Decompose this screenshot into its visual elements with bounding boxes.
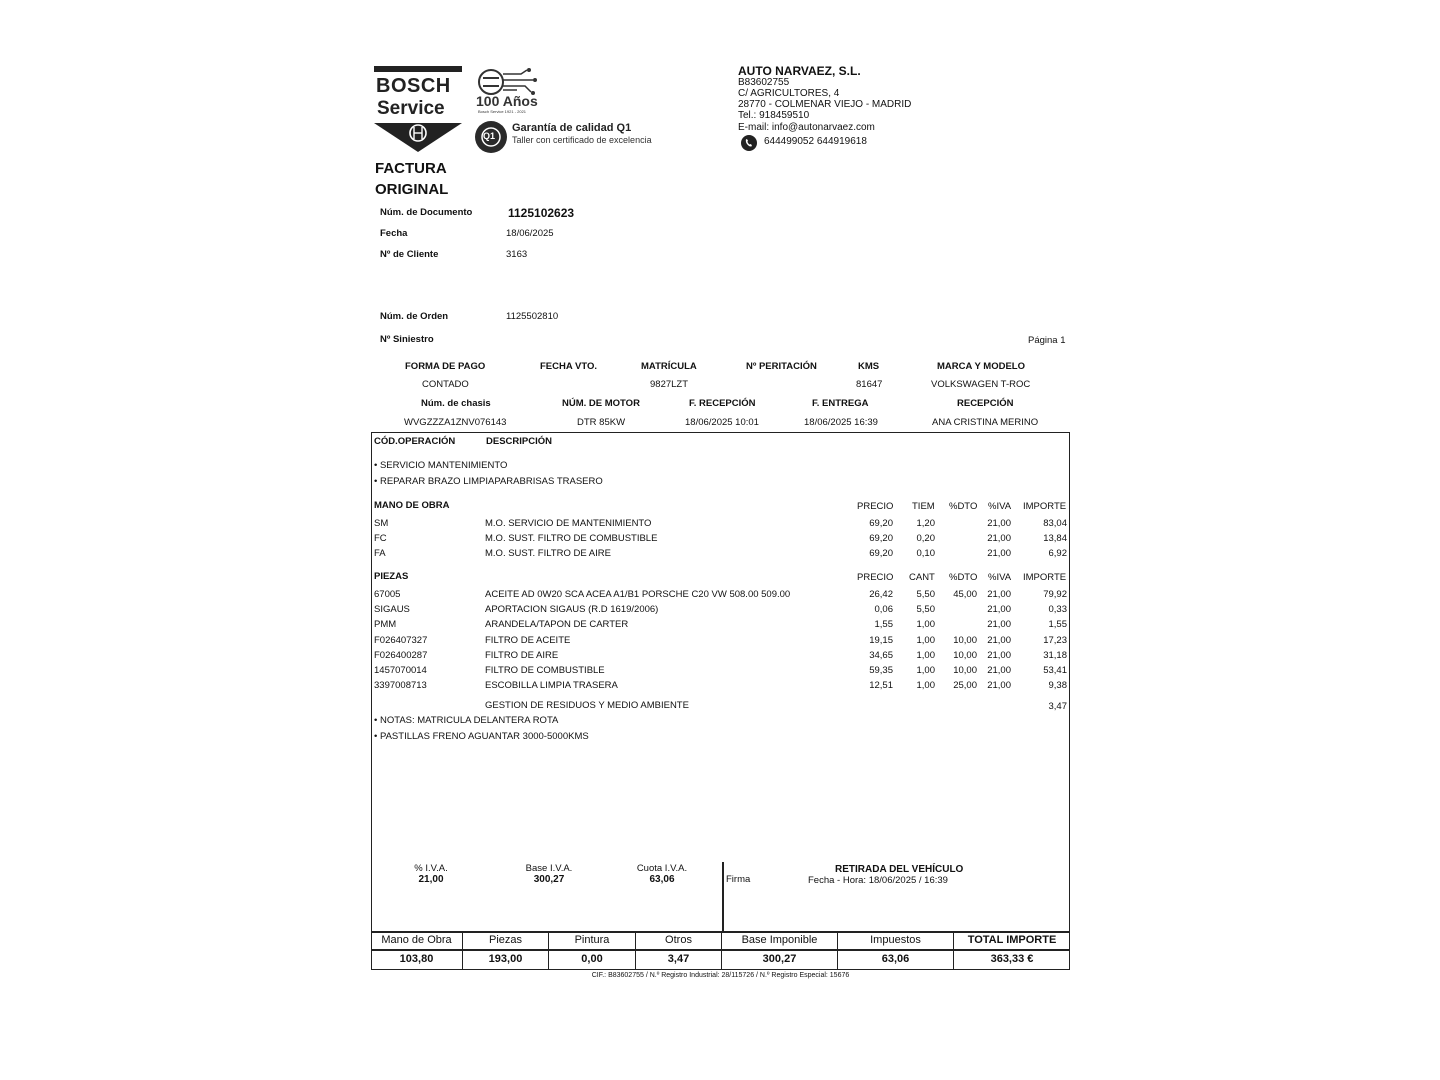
- labor-desc: M.O. SUST. FILTRO DE COMBUSTIBLE: [485, 533, 658, 544]
- whatsapp-icon: [740, 134, 758, 152]
- doc-number: 1125102623: [508, 206, 575, 220]
- anniversary-text: 100 Años: [476, 93, 538, 109]
- parts-qty: 1,00: [916, 649, 935, 661]
- parts-amount: 53,41: [1043, 665, 1067, 676]
- note-item: • NOTAS: MATRICULA DELANTERA ROTA: [374, 715, 559, 726]
- vh-chassis-header: Núm. de chasis: [421, 398, 491, 409]
- vehicle-pickup-title: RETIRADA DEL VEHÍCULO: [835, 864, 964, 875]
- parts-qty: 1,00: [916, 665, 935, 676]
- vh-appraisal-header: Nº PERITACIÓN: [746, 361, 817, 372]
- vh-payment-value: CONTADO: [422, 379, 469, 390]
- labor-amount-header: IMPORTE: [1023, 501, 1067, 512]
- parts-amount: 79,92: [1043, 589, 1067, 600]
- total-taxes-cell: [838, 932, 954, 969]
- quality-subtitle: Taller con certificado de excelencia: [512, 135, 652, 145]
- total-labor-value: 103,80: [399, 953, 434, 965]
- parts-dto: 25,00: [953, 680, 977, 692]
- circuit-icon: [477, 68, 543, 96]
- parts-price: 34,65: [869, 649, 893, 661]
- parts-desc: FILTRO DE AIRE: [485, 649, 559, 661]
- labor-iva: 21,00: [987, 533, 1011, 544]
- parts-dto: 10,00: [953, 649, 977, 661]
- vh-delivery-date-header: F. ENTREGA: [812, 398, 869, 409]
- parts-dto-header: %DTO: [949, 572, 978, 583]
- labor-amount: 83,04: [1043, 518, 1067, 529]
- col-desc-header: DESCRIPCIÓN: [486, 436, 552, 447]
- iva-pct-label: % I.V.A.: [414, 863, 448, 874]
- iva-pct-value: 21,00: [418, 874, 444, 885]
- parts-amount-header: IMPORTE: [1023, 572, 1067, 583]
- parts-code: PMM: [374, 619, 397, 631]
- page-number: Página 1: [1028, 335, 1066, 346]
- waste-amount: 3,47: [1048, 701, 1067, 712]
- parts-code: 3397008713: [374, 680, 427, 692]
- note-item: • PASTILLAS FRENO AGUANTAR 3000-5000KMS: [374, 731, 589, 742]
- total-paint-label: Pintura: [574, 934, 610, 946]
- company-whatsapp: 644499052 644919618: [764, 136, 867, 147]
- labor-code: FA: [374, 548, 386, 559]
- invoice-body-frame: [371, 432, 1070, 970]
- quality-title: Garantía de calidad Q1: [512, 122, 632, 134]
- anniversary-logo: [475, 68, 545, 114]
- parts-iva: 21,00: [987, 649, 1011, 661]
- labor-qty: 1,20: [916, 518, 935, 529]
- labor-qty: 0,20: [916, 533, 935, 544]
- vh-payment-header: FORMA DE PAGO: [405, 361, 486, 372]
- service-logo-text: Service: [377, 98, 445, 119]
- labor-iva: 21,00: [987, 518, 1011, 529]
- company-city: 28770 - COLMENAR VIEJO - MADRID: [738, 99, 912, 110]
- q1-badge-text: Q1: [483, 131, 496, 141]
- parts-desc: FILTRO DE COMBUSTIBLE: [485, 665, 605, 676]
- vh-due-date-header: FECHA VTO.: [540, 361, 598, 372]
- labor-desc: M.O. SERVICIO DE MANTENIMIENTO: [485, 518, 652, 529]
- parts-dto: 45,00: [953, 589, 977, 600]
- parts-amount: 0,33: [1048, 604, 1067, 616]
- parts-dto: 10,00: [953, 665, 977, 676]
- parts-qty: 5,50: [916, 604, 935, 616]
- vh-plate-value: 9827LZT: [650, 379, 689, 390]
- labor-qty: 0,10: [916, 548, 935, 559]
- parts-dto: 10,00: [953, 634, 977, 646]
- total-labor-cell: [371, 932, 463, 969]
- labor-code: SM: [374, 518, 389, 529]
- iva-quota-value: 63,06: [649, 874, 675, 885]
- total-taxbase-label: Base Imponible: [741, 934, 818, 946]
- anniversary-subtext: Bosch Service 1921 - 2021: [478, 109, 527, 114]
- labor-code: FC: [374, 533, 387, 544]
- signature-divider: [722, 862, 724, 932]
- labor-price-header: PRECIO: [857, 501, 894, 512]
- parts-price: 59,35: [869, 665, 893, 676]
- parts-price: 12,51: [869, 680, 893, 692]
- total-parts-cell: [463, 932, 549, 969]
- total-labor-label: Mano de Obra: [381, 934, 452, 946]
- labor-time-header: TIEM: [912, 501, 935, 512]
- order-label: Núm. de Orden: [380, 311, 449, 322]
- claim-label: Nº Siniestro: [380, 334, 434, 345]
- operation-item: • REPARAR BRAZO LIMPIAPARABRISAS TRASERO: [374, 476, 603, 487]
- parts-code: 67005: [374, 589, 401, 600]
- parts-code: SIGAUS: [374, 604, 410, 616]
- grand-total-label: TOTAL IMPORTE: [967, 934, 1057, 946]
- parts-price: 0,06: [874, 604, 893, 616]
- parts-qty: 1,00: [916, 619, 935, 631]
- total-taxes-label: Impuestos: [870, 934, 921, 946]
- parts-iva: 21,00: [987, 589, 1011, 600]
- parts-code: F026400287: [374, 649, 428, 661]
- q1-badge-icon: [474, 120, 508, 154]
- parts-desc: ACEITE AD 0W20 SCA ACEA A1/B1 PORSCHE C20 VW 508.00 509.00: [485, 589, 791, 600]
- vh-reception-date-header: F. RECEPCIÓN: [689, 398, 756, 409]
- parts-desc: ESCOBILLA LIMPIA TRASERA: [485, 680, 618, 692]
- parts-iva: 21,00: [987, 634, 1011, 646]
- labor-amount: 6,92: [1048, 548, 1067, 559]
- labor-amount: 13,84: [1043, 533, 1067, 544]
- total-other-cell: [636, 932, 722, 969]
- total-parts-label: Piezas: [488, 934, 523, 946]
- company-phone: Tel.: 918459510: [738, 110, 810, 121]
- total-other-label: Otros: [665, 934, 692, 946]
- parts-price: 26,42: [869, 589, 893, 600]
- labor-desc: M.O. SUST. FILTRO DE AIRE: [485, 548, 611, 559]
- operation-item: • SERVICIO MANTENIMIENTO: [374, 460, 508, 471]
- client-label: Nº de Cliente: [380, 249, 439, 260]
- signature-label: Firma: [726, 874, 751, 885]
- vh-kms-header: KMS: [858, 361, 880, 372]
- parts-iva: 21,00: [987, 604, 1011, 616]
- labor-price: 69,20: [869, 548, 893, 559]
- total-other-value: 3,47: [667, 953, 690, 965]
- total-taxbase-value: 300,27: [762, 953, 797, 965]
- company-name: AUTO NARVAEZ, S.L.: [738, 64, 861, 78]
- total-paint-cell: [549, 932, 636, 969]
- parts-amount: 9,38: [1048, 680, 1067, 692]
- labor-dto-header: %DTO: [949, 501, 978, 512]
- parts-code: 1457070014: [374, 665, 427, 676]
- labor-iva-header: %IVA: [988, 501, 1012, 512]
- vh-chassis-value: WVGZZZA1ZNV076143: [404, 417, 507, 428]
- col-code-header: CÓD.OPERACIÓN: [374, 436, 456, 447]
- company-address: C/ AGRICULTORES, 4: [738, 88, 840, 99]
- total-taxbase-cell: [722, 932, 838, 969]
- vh-engine-header: NÚM. DE MOTOR: [562, 398, 640, 409]
- total-paint-value: 0,00: [581, 953, 603, 965]
- parts-amount: 17,23: [1043, 634, 1067, 646]
- grand-total-cell: [954, 932, 1070, 969]
- bosch-logo-text: BOSCH: [376, 75, 451, 97]
- parts-qty: 5,50: [916, 589, 935, 600]
- labor-section-title: MANO DE OBRA: [374, 500, 450, 511]
- vh-reception-date-value: 18/06/2025 10:01: [685, 417, 759, 428]
- vh-make-model-header: MARCA Y MODELO: [937, 361, 1025, 372]
- iva-base-label: Base I.V.A.: [525, 863, 573, 874]
- parts-price: 19,15: [869, 634, 893, 646]
- doc-title-factura: FACTURA: [375, 160, 447, 177]
- vehicle-pickup-date: Fecha - Hora: 18/06/2025 / 16:39: [808, 875, 948, 886]
- parts-iva: 21,00: [987, 619, 1011, 631]
- iva-base-value: 300,27: [533, 874, 565, 885]
- doc-number-label: Núm. de Documento: [380, 207, 473, 218]
- parts-desc: ARANDELA/TAPON DE CARTER: [485, 619, 629, 631]
- order-value: 1125502810: [506, 311, 559, 322]
- labor-price: 69,20: [869, 518, 893, 529]
- parts-iva-header: %IVA: [988, 572, 1012, 583]
- registry-footer: CIF.: B83602755 / N.º Registro Industrial: 28/115726 / N.º Registro Especial: 15676: [591, 972, 850, 979]
- vh-plate-header: MATRÍCULA: [641, 361, 697, 372]
- parts-qty-header: CANT: [909, 572, 935, 583]
- vh-make-model-value: VOLKSWAGEN T-ROC: [931, 379, 1031, 390]
- company-email: E-mail: info@autonarvaez.com: [738, 122, 875, 133]
- date-label: Fecha: [380, 228, 408, 239]
- total-parts-value: 193,00: [488, 953, 523, 965]
- parts-qty: 1,00: [916, 634, 935, 646]
- client-value: 3163: [506, 249, 528, 260]
- parts-price: 1,55: [874, 619, 893, 631]
- grand-total-value: 363,33 €: [990, 953, 1034, 965]
- parts-desc: APORTACION SIGAUS (R.D 1619/2006): [485, 604, 659, 616]
- doc-title-original: ORIGINAL: [375, 181, 449, 198]
- bosch-armature-icon: [374, 123, 462, 152]
- parts-code: F026407327: [374, 634, 428, 646]
- parts-section-title: PIEZAS: [374, 571, 409, 582]
- labor-price: 69,20: [869, 533, 893, 544]
- total-taxes-value: 63,06: [881, 953, 910, 965]
- vh-delivery-date-value: 18/06/2025 16:39: [804, 417, 878, 428]
- vh-engine-value: DTR 85KW: [577, 417, 626, 428]
- parts-amount: 1,55: [1048, 619, 1067, 631]
- vh-receptionist-header: RECEPCIÓN: [957, 398, 1014, 409]
- parts-iva: 21,00: [987, 665, 1011, 676]
- company-cif: B83602755: [738, 77, 790, 88]
- parts-price-header: PRECIO: [857, 572, 894, 583]
- iva-quota-label: Cuota I.V.A.: [636, 863, 688, 874]
- parts-iva: 21,00: [987, 680, 1011, 692]
- bosch-service-logo: [374, 66, 462, 152]
- parts-amount: 31,18: [1043, 649, 1067, 661]
- waste-description: GESTION DE RESIDUOS Y MEDIO AMBIENTE: [485, 700, 689, 711]
- vh-receptionist-value: ANA CRISTINA MERINO: [932, 417, 1039, 428]
- parts-desc: FILTRO DE ACEITE: [485, 634, 571, 646]
- parts-qty: 1,00: [916, 680, 935, 692]
- date-value: 18/06/2025: [506, 228, 554, 239]
- labor-iva: 21,00: [987, 548, 1011, 559]
- vh-kms-value: 81647: [856, 379, 883, 390]
